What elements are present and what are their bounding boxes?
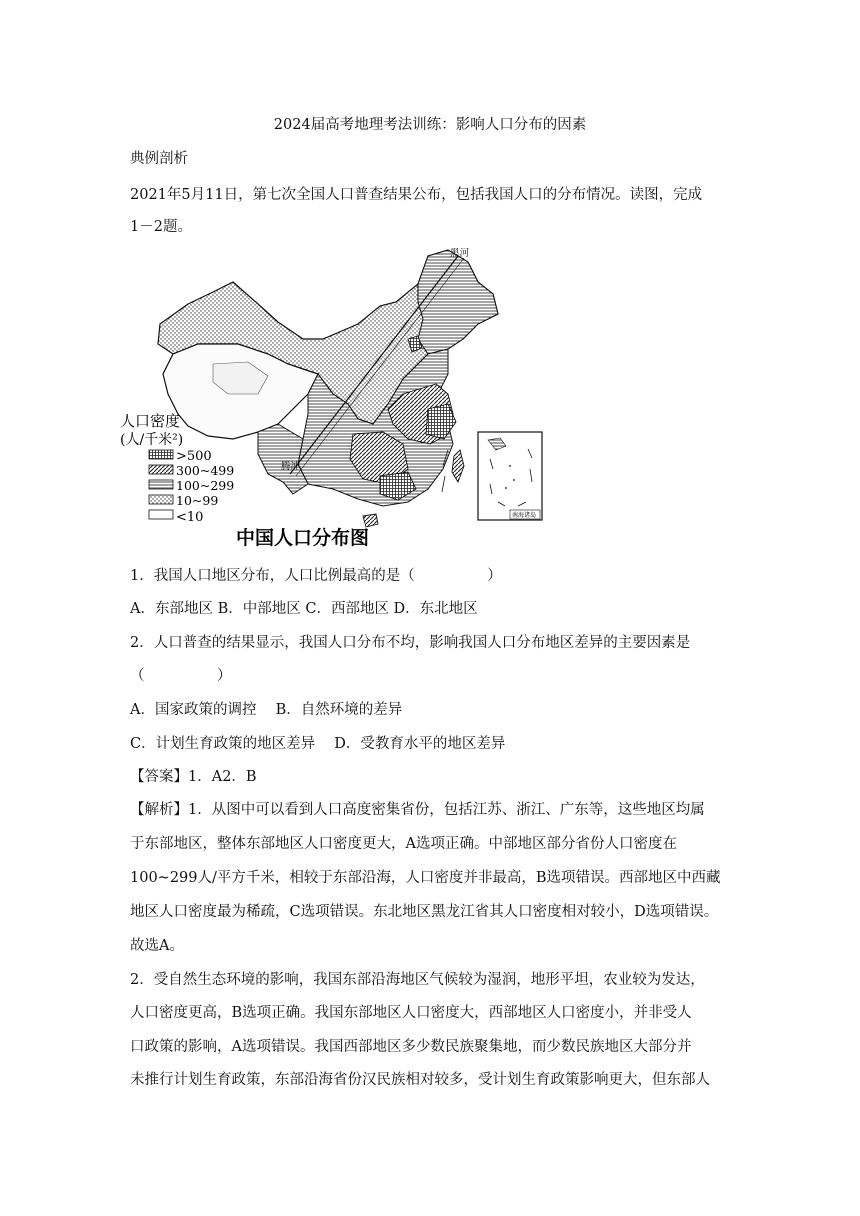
section-heading: 典例剖析 (130, 151, 188, 167)
intro-line-2: 1－2题。 (130, 219, 192, 235)
analysis-line-5: 故选A。 (130, 938, 184, 954)
question-2-stem-1: 2．人口普查的结果显示，我国人口分布不均，影响我国人口分布地区差异的主要因素是 (130, 635, 691, 651)
legend-unit: (人/千米²) (120, 432, 184, 448)
inset-label: 南海诸岛 (512, 512, 537, 519)
analysis-line-4: 地区人口密度最为稀疏，C选项错误。东北地区黑龙江省其人口密度相对较小，D选项错误。 (130, 904, 719, 920)
legend-item-1: >500 (176, 449, 212, 464)
legend-item-3: 100~299 (176, 478, 235, 493)
intro-line-1: 2021年5月11日，第七次全国人口普查结果公布，包括我国人口的分布情况。读图，完成 (130, 187, 703, 203)
analysis-line-6: 2．受自然生态环境的影响，我国东部沿海地区气候较为湿润，地形平坦，农业较为发达， (130, 972, 705, 988)
question-2-options-2: C．计划生育政策的地区差异 D．受教育水平的地区差异 (130, 736, 506, 752)
answer-line: 【答案】1．A2．B (130, 769, 257, 785)
analysis-line-7: 人口密度更高，B选项正确。我国东部地区人口密度大，西部地区人口密度小，并非受人 (130, 1005, 692, 1021)
south-china-sea-inset (478, 432, 542, 520)
china-population-map (118, 244, 548, 554)
map-caption: 中国人口分布图 (236, 527, 370, 549)
label-heihe: 黑河 (450, 248, 470, 259)
document-title: 2024届高考地理考法训练：影响人口分布的因素 (273, 117, 587, 133)
question-2-stem-2: （ ） (130, 668, 232, 684)
question-2-options-1: A．国家政策的调控 B．自然环境的差异 (130, 702, 403, 718)
analysis-line-8: 口政策的影响，A选项错误。我国西部地区多少数民族聚集地，而少数民族地区大部分并 (130, 1039, 692, 1055)
label-tengchong: 腾冲 (281, 461, 301, 472)
legend-item-4: 10~99 (176, 493, 219, 508)
analysis-line-2: 于东部地区，整体东部地区人口密度更大，A选项正确。中部地区部分省份人口密度在 (130, 836, 677, 852)
analysis-line-9: 未推行计划生育政策，东部沿海省份汉民族相对较多，受计划生育政策影响更大，但东部人 (130, 1072, 710, 1088)
legend-item-5: <10 (176, 510, 204, 525)
legend-item-2: 300~499 (176, 463, 235, 478)
island-taiwan (452, 450, 464, 482)
analysis-line-1: 【解析】1．从图中可以看到人口高度密集省份，包括江苏、浙江、广东等，这些地区均属 (130, 802, 705, 818)
analysis-line-3: 100~299人/平方千米，相较于东部沿海，人口密度并非最高，B选项错误。西部地区中西藏 (130, 870, 721, 886)
question-1-stem: 1．我国人口地区分布，人口比例最高的是（ ） (130, 568, 502, 584)
question-1-options: A．东部地区 B．中部地区 C．西部地区 D．东北地区 (130, 601, 478, 617)
island-hainan (363, 514, 378, 527)
legend-title: 人口密度 (120, 412, 181, 430)
